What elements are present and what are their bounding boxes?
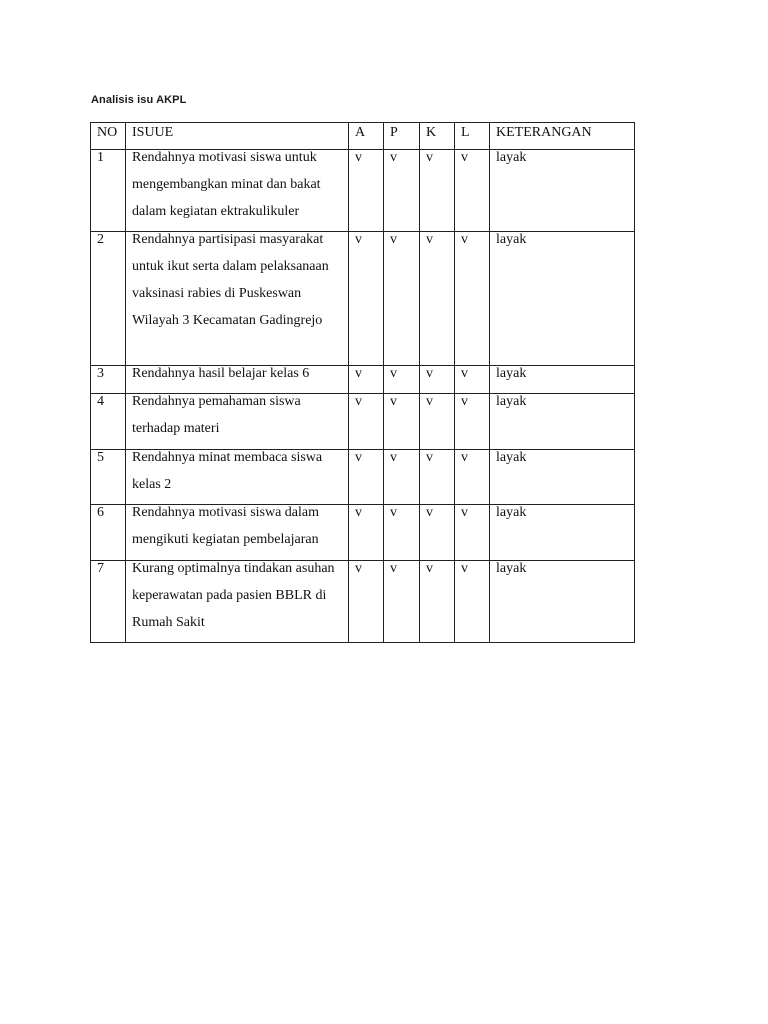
criteria-l-cell — [455, 150, 490, 232]
criteria-k-mark: v — [426, 232, 433, 247]
row-number — [91, 505, 126, 561]
header-k: K — [420, 123, 455, 150]
criteria-l-mark: v — [461, 505, 468, 520]
criteria-l-mark: v — [461, 366, 468, 381]
criteria-p-cell — [384, 505, 420, 561]
row-number — [91, 561, 126, 643]
keterangan-cell — [490, 366, 635, 394]
criteria-a-cell — [349, 561, 384, 643]
criteria-a-mark: v — [355, 394, 362, 409]
row-number-text: 2 — [97, 232, 104, 247]
criteria-p-cell — [384, 394, 420, 450]
header-a: A — [349, 123, 384, 150]
keterangan-text: layak — [496, 561, 527, 576]
criteria-l-mark: v — [461, 150, 468, 165]
criteria-p-mark: v — [390, 394, 397, 409]
criteria-p-cell — [384, 561, 420, 643]
criteria-l-cell — [455, 232, 490, 366]
criteria-k-mark: v — [426, 150, 433, 165]
criteria-k-cell — [420, 561, 455, 643]
row-number-text: 4 — [97, 394, 104, 409]
criteria-a-cell — [349, 232, 384, 366]
issue-analysis-table — [90, 122, 635, 643]
criteria-a-mark: v — [355, 505, 362, 520]
criteria-l-mark: v — [461, 232, 468, 247]
table-row — [91, 561, 635, 643]
criteria-a-cell — [349, 450, 384, 505]
issue-cell — [126, 394, 349, 450]
criteria-a-mark: v — [355, 561, 362, 576]
document-title: Analisis isu AKPL — [91, 94, 187, 106]
row-number-text: 6 — [97, 505, 104, 520]
issue-cell — [126, 150, 349, 232]
criteria-k-mark: v — [426, 394, 433, 409]
criteria-p-cell — [384, 232, 420, 366]
issue-cell — [126, 450, 349, 505]
header-p: P — [384, 123, 420, 150]
criteria-p-mark: v — [390, 366, 397, 381]
criteria-a-mark: v — [355, 232, 362, 247]
keterangan-cell — [490, 150, 635, 232]
issue-text: Rendahnya partisipasi masyarakat untuk ikut serta dalam pelaksanaan vaksinasi rabies di Puskeswan Wilayah 3 Kecamatan Gadingrejo — [132, 232, 329, 328]
keterangan-cell — [490, 561, 635, 643]
keterangan-text: layak — [496, 150, 527, 165]
table-row — [91, 232, 635, 366]
criteria-l-cell — [455, 505, 490, 561]
criteria-a-cell — [349, 394, 384, 450]
criteria-l-cell — [455, 394, 490, 450]
criteria-k-mark: v — [426, 505, 433, 520]
issue-text: Rendahnya pemahaman siswa terhadap materi — [132, 394, 301, 436]
row-number-text: 3 — [97, 366, 104, 381]
table-row — [91, 150, 635, 232]
issue-text: Rendahnya minat membaca siswa kelas 2 — [132, 450, 323, 492]
row-number — [91, 394, 126, 450]
criteria-p-mark: v — [390, 561, 397, 576]
criteria-a-cell — [349, 150, 384, 232]
issue-text: Rendahnya hasil belajar kelas 6 — [132, 366, 310, 381]
row-number — [91, 232, 126, 366]
keterangan-cell — [490, 450, 635, 505]
criteria-k-cell — [420, 450, 455, 505]
criteria-a-mark: v — [355, 366, 362, 381]
criteria-l-cell — [455, 450, 490, 505]
criteria-a-cell — [349, 366, 384, 394]
keterangan-text: layak — [496, 505, 527, 520]
table-row — [91, 450, 635, 505]
issue-cell — [126, 561, 349, 643]
header-l: L — [455, 123, 490, 150]
criteria-a-mark: v — [355, 150, 362, 165]
criteria-k-mark: v — [426, 561, 433, 576]
criteria-k-cell — [420, 150, 455, 232]
criteria-l-mark: v — [461, 450, 468, 465]
criteria-p-mark: v — [390, 505, 397, 520]
criteria-p-cell — [384, 150, 420, 232]
row-number-text: 5 — [97, 450, 104, 465]
table-row — [91, 505, 635, 561]
issue-text: Kurang optimalnya tindakan asuhan keperawatan pada pasien BBLR di Rumah Sakit — [132, 561, 335, 630]
keterangan-text: layak — [496, 232, 527, 247]
header-no: NO — [91, 123, 126, 150]
criteria-p-cell — [384, 366, 420, 394]
header-keterangan: KETERANGAN — [490, 123, 635, 150]
row-number-text: 1 — [97, 150, 104, 165]
issue-cell — [126, 232, 349, 366]
row-number — [91, 150, 126, 232]
row-number-text: 7 — [97, 561, 104, 576]
keterangan-cell — [490, 505, 635, 561]
criteria-k-mark: v — [426, 366, 433, 381]
keterangan-text: layak — [496, 366, 527, 381]
criteria-l-mark: v — [461, 394, 468, 409]
criteria-l-mark: v — [461, 561, 468, 576]
criteria-a-cell — [349, 505, 384, 561]
criteria-k-cell — [420, 394, 455, 450]
keterangan-cell — [490, 232, 635, 366]
criteria-k-mark: v — [426, 450, 433, 465]
issue-cell — [126, 505, 349, 561]
criteria-k-cell — [420, 232, 455, 366]
keterangan-text: layak — [496, 450, 527, 465]
issue-text: Rendahnya motivasi siswa untuk mengembangkan minat dan bakat dalam kegiatan ektrakulikuler — [132, 150, 321, 219]
keterangan-text: layak — [496, 394, 527, 409]
criteria-l-cell — [455, 561, 490, 643]
row-number — [91, 450, 126, 505]
keterangan-cell — [490, 394, 635, 450]
criteria-k-cell — [420, 366, 455, 394]
criteria-p-mark: v — [390, 150, 397, 165]
criteria-p-mark: v — [390, 232, 397, 247]
table-row — [91, 394, 635, 450]
criteria-p-cell — [384, 450, 420, 505]
criteria-l-cell — [455, 366, 490, 394]
criteria-p-mark: v — [390, 450, 397, 465]
row-number — [91, 366, 126, 394]
header-issue: ISUUE — [126, 123, 349, 150]
criteria-k-cell — [420, 505, 455, 561]
criteria-a-mark: v — [355, 450, 362, 465]
issue-text: Rendahnya motivasi siswa dalam mengikuti kegiatan pembelajaran — [132, 505, 320, 547]
